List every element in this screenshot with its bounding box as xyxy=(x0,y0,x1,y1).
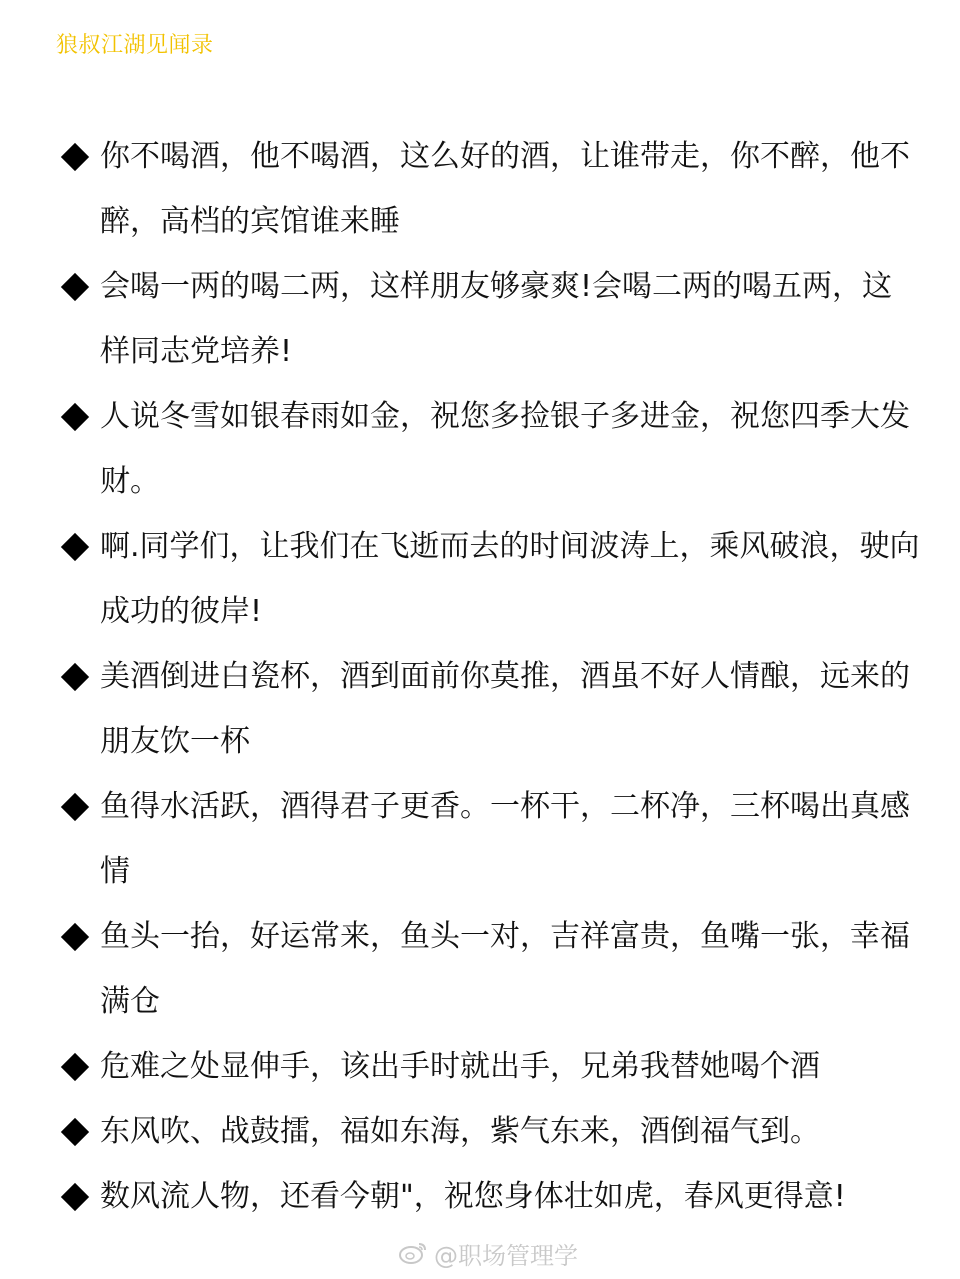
list-item xyxy=(60,1164,920,1229)
list-item xyxy=(60,644,920,774)
list-item-text: 会喝一两的喝二两，这样朋友够豪爽!会喝二两的喝五两，这样同志党培养! xyxy=(100,269,893,369)
diamond-bullet-icon xyxy=(60,384,90,449)
diamond-bullet-icon xyxy=(60,644,90,709)
list-item-text: 鱼得水活跃，酒得君子更香。一杯干，二杯净，三杯喝出真感情 xyxy=(100,789,910,889)
list-item xyxy=(60,904,920,1034)
list-item xyxy=(60,384,920,514)
list-item-text: 啊.同学们，让我们在飞逝而去的时间波涛上，乘风破浪，驶向成功的彼岸! xyxy=(100,529,920,629)
watermark-text: @职场管理学 xyxy=(434,1241,578,1270)
list-item xyxy=(60,124,920,254)
list-item-text: 鱼头一抬，好运常来，鱼头一对，吉祥富贵，鱼嘴一张，幸福满仓 xyxy=(100,919,910,1019)
weibo-icon xyxy=(398,1241,428,1265)
diamond-bullet-icon xyxy=(60,124,90,189)
list-item-text: 美酒倒进白瓷杯，酒到面前你莫推，酒虽不好人情酿，远来的朋友饮一杯 xyxy=(100,659,910,759)
diamond-bullet-icon xyxy=(60,254,90,319)
quote-list xyxy=(60,124,920,1229)
list-item-text: 东风吹、战鼓擂，福如东海，紫气东来，酒倒福气到。 xyxy=(100,1114,820,1149)
list-item-text: 你不喝酒，他不喝酒，这么好的酒，让谁带走，你不醉，他不醉，高档的宾馆谁来睡 xyxy=(100,139,910,239)
diamond-bullet-icon xyxy=(60,514,90,579)
list-item-text: 数风流人物，还看今朝"，祝您身体壮如虎，春风更得意! xyxy=(100,1179,846,1214)
diamond-bullet-icon xyxy=(60,774,90,839)
diamond-bullet-icon xyxy=(60,1099,90,1164)
list-item xyxy=(60,1034,920,1099)
diamond-bullet-icon xyxy=(60,1164,90,1229)
watermark xyxy=(398,1236,578,1270)
list-item-text: 危难之处显伸手，该出手时就出手，兄弟我替她喝个酒 xyxy=(100,1049,820,1084)
list-item xyxy=(60,254,920,384)
list-item-text: 人说冬雪如银春雨如金，祝您多捡银子多进金，祝您四季大发财。 xyxy=(100,399,910,499)
list-item xyxy=(60,774,920,904)
list-item xyxy=(60,1099,920,1164)
list-item xyxy=(60,514,920,644)
diamond-bullet-icon xyxy=(60,904,90,969)
brand-title: 狼叔江湖见闻录 xyxy=(56,33,214,58)
diamond-bullet-icon xyxy=(60,1034,90,1099)
